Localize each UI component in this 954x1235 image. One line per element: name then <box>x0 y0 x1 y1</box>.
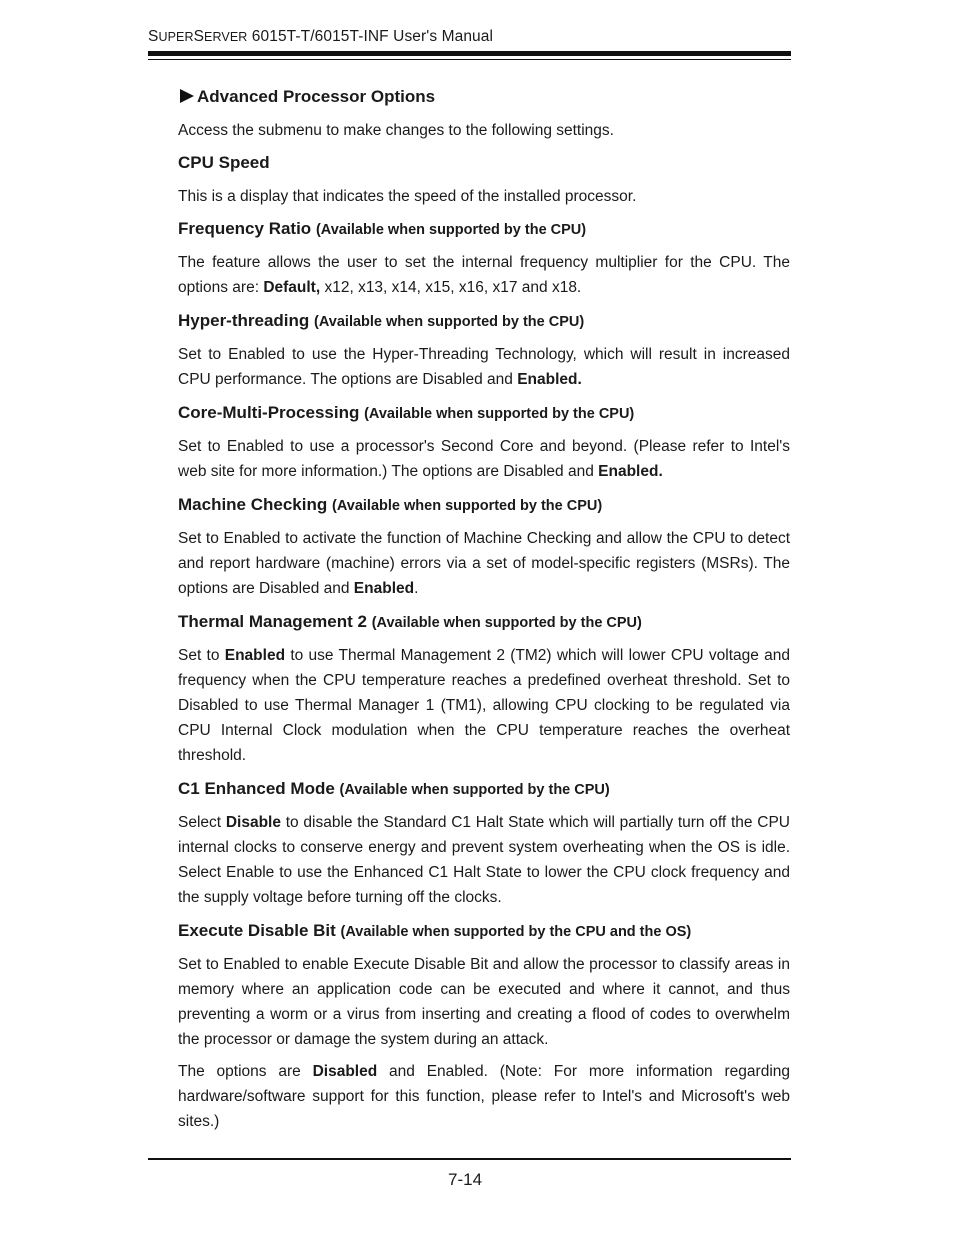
availability-note: (Available when supported by the CPU) <box>371 615 642 631</box>
paragraph-thermal-management-2: Set to Enabled to use Thermal Management 2 (TM2) which will lower CPU voltage and frequency when the CPU temperature reaches a predefined overheat threshold. Set to Disabled to use Thermal Manager 1 (TM1), allowing CPU clocking to be regulated via CPU Internal Clock modulation when the CPU temperature reaches the overheat threshold. <box>178 647 790 764</box>
section-title-thermal-management-2: Thermal Management 2 (Available when supported by the CPU) <box>178 612 642 631</box>
running-header <box>148 28 493 46</box>
paragraph-machine-checking: Set to Enabled to activate the function of Machine Checking and allow the CPU to detect and report hardware (machine) errors via a set of model-specific registers (MSRs). The options are Disabled and Enabled. <box>178 530 790 597</box>
header-rest: 6015T-T/6015T-INF User's Manual <box>247 28 494 45</box>
section-title-frequency-ratio: Frequency Ratio (Available when supported by the CPU) <box>178 219 587 238</box>
availability-note: (Available when supported by the CPU) <box>332 498 603 514</box>
availability-note: (Available when supported by the CPU) <box>364 406 635 422</box>
section-title-hyper-threading: Hyper-threading (Available when supported by the CPU) <box>178 311 585 330</box>
availability-note: (Available when supported by the CPU and the OS) <box>340 924 692 940</box>
paragraph-cpu-speed: This is a display that indicates the speed of the installed processor. <box>178 188 637 205</box>
paragraph-hyper-threading: Set to Enabled to use the Hyper-Threading Technology, which will result in increased CPU performance. The options are Disabled and Enabled. <box>178 346 790 388</box>
paragraph-core-multi-processing: Set to Enabled to use a processor's Second Core and beyond. (Please refer to Intel's web site for more information.) The options are Disabled and Enabled. <box>178 438 790 480</box>
paragraph-frequency-ratio: The feature allows the user to set the internal frequency multiplier for the CPU. The options are: Default, x12, x13, x14, x15, x16, x17 and x18. <box>178 254 790 296</box>
section-title-advanced-processor-options: Advanced Processor Options <box>180 86 790 108</box>
header-cap-2: S <box>193 28 205 45</box>
section-title-cpu-speed: CPU Speed <box>178 153 270 172</box>
paragraph-advanced-processor-options: Access the submenu to make changes to the following settings. <box>178 122 614 139</box>
paragraph-c1-enhanced-mode: Select Disable to disable the Standard C1 Halt State which will partially turn off the CPU internal clocks to conserve energy and prevent system overheating when the OS is idle. Select Enable to use the Enhanced C1 Halt State to lower the CPU clock frequency and the supply voltage before turning off the clocks. <box>178 814 790 906</box>
page-number: 7-14 <box>448 1170 483 1189</box>
section-title-machine-checking: Machine Checking (Available when supported by the CPU) <box>178 495 603 514</box>
header-rule-thick <box>148 51 791 56</box>
page-content <box>178 86 790 1134</box>
header-cap-1: S <box>148 28 159 45</box>
section-title-c1-enhanced-mode: C1 Enhanced Mode (Available when supported by the CPU) <box>178 779 610 798</box>
availability-note: (Available when supported by the CPU) <box>315 222 587 238</box>
submenu-arrow-icon <box>180 89 194 103</box>
availability-note: (Available when supported by the CPU) <box>314 314 585 330</box>
availability-note: (Available when supported by the CPU) <box>339 782 610 798</box>
section-title-core-multi-processing: Core-Multi-Processing (Available when supported by the CPU) <box>178 403 635 422</box>
header-small-2: ERVER <box>204 30 248 44</box>
section-title-execute-disable-bit: Execute Disable Bit (Available when supported by the CPU and the OS) <box>178 921 692 940</box>
paragraph-execute-disable-bit-2: The options are Disabled and Enabled. (Note: For more information regarding hardware/software support for this function, please refer to Intel's and Microsoft's web sites.) <box>178 1063 790 1130</box>
header-small-1: UPER <box>158 30 194 44</box>
header-rule-thin <box>148 59 791 60</box>
footer-rule <box>148 1158 791 1160</box>
paragraph-execute-disable-bit-1: Set to Enabled to enable Execute Disable Bit and allow the processor to classify areas in memory where an application code can be executed and where it cannot, and thus preventing a worm or a virus from inserting and creating a flood of codes to overwhelm the processor or damage the system during an attack. <box>178 956 790 1048</box>
